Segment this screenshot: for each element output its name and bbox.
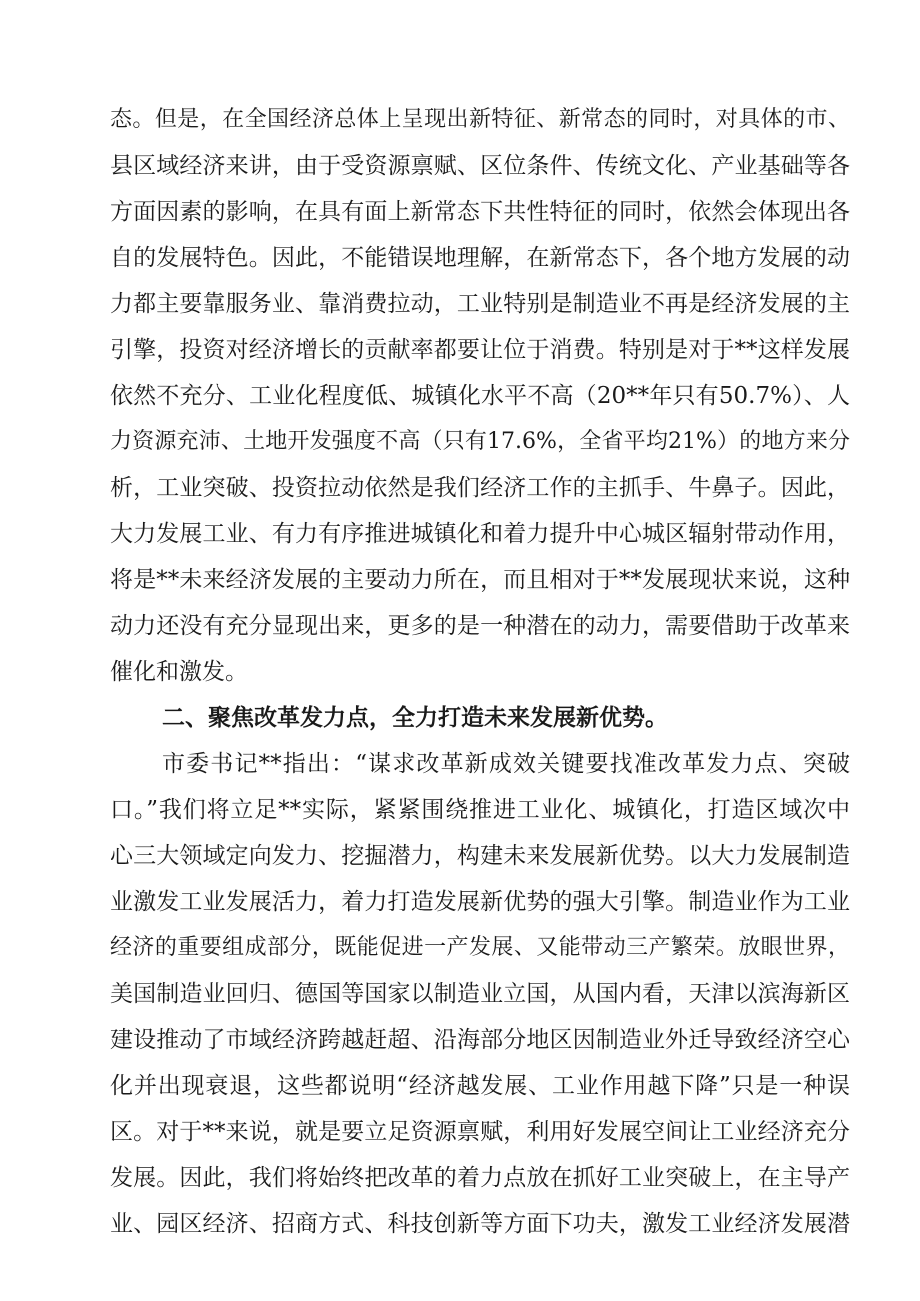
paragraph-2-line: 业、园区经济、招商方式、科技创新等方面下功夫，激发工业经济发展潜: [110, 1211, 850, 1237]
paragraph-1-line: 动力还没有充分显现出来，更多的是一种潜在的动力，需要借助于改革来: [110, 613, 850, 639]
paragraph-1-line: 县区域经济来讲，由于受资源禀赋、区位条件、传统文化、产业基础等各: [110, 153, 850, 179]
paragraph-2-line: 业激发工业发展活力，着力打造发展新优势的强大引擎。制造业作为工业: [110, 889, 850, 915]
paragraph-2-line: 发展。因此，我们将始终把改革的着力点放在抓好工业突破上，在主导产: [110, 1165, 850, 1191]
paragraph-1-line: 方面因素的影响，在具有面上新常态下共性特征的同时，依然会体现出各: [110, 199, 850, 225]
paragraph-2-line: 区。对于**来说，就是要立足资源禀赋，利用好发展空间让工业经济充分: [110, 1119, 850, 1145]
paragraph-1-line: 力都主要靠服务业、靠消费拉动，工业特别是制造业不再是经济发展的主: [110, 291, 850, 317]
paragraph-2-line: 建设推动了市域经济跨越赶超、沿海部分地区因制造业外迁导致经济空心: [110, 1027, 850, 1053]
paragraph-2-line: 心三大领域定向发力、挖掘潜力，构建未来发展新优势。以大力发展制造: [110, 843, 850, 869]
paragraph-1-line: 析，工业突破、投资拉动依然是我们经济工作的主抓手、牛鼻子。因此，: [110, 475, 850, 501]
paragraph-1-line: 力资源充沛、土地开发强度不高（只有17.6%，全省平均21%）的地方来分: [110, 429, 850, 454]
paragraph-1-line: 大力发展工业、有力有序推进城镇化和着力提升中心城区辐射带动作用，: [110, 521, 850, 547]
paragraph-1-line: 自的发展特色。因此，不能错误地理解，在新常态下，各个地方发展的动: [110, 245, 850, 271]
paragraph-1-line: 态。但是，在全国经济总体上呈现出新特征、新常态的同时，对具体的市、: [110, 107, 850, 132]
paragraph-1-line: 依然不充分、工业化程度低、城镇化水平不高（20**年只有50.7%）、人: [110, 383, 850, 409]
paragraph-1-line: 催化和激发。: [110, 659, 248, 685]
paragraph-2-line: 市委书记**指出：“谋求改革新成效关键要找准改革发力点、突破: [162, 751, 850, 777]
paragraph-2-line: 口。”我们将立足**实际，紧紧围绕推进工业化、城镇化，打造区域次中: [110, 797, 850, 823]
paragraph-2-line: 经济的重要组成部分，既能促进一产发展、又能带动三产繁荣。放眼世界，: [110, 935, 850, 960]
paragraph-1-line: 将是**未来经济发展的主要动力所在，而且相对于**发展现状来说，这种: [110, 567, 850, 593]
paragraph-2-line: 化并出现衰退，这些都说明“经济越发展、工业作用越下降”只是一种误: [110, 1073, 850, 1099]
paragraph-2-line: 美国制造业回归、德国等国家以制造业立国，从国内看，天津以滨海新区: [110, 981, 850, 1007]
section-heading: 二、聚焦改革发力点，全力打造未来发展新优势。: [162, 705, 668, 731]
paragraph-1-line: 引擎，投资对经济增长的贡献率都要让位于消费。特别是对于**这样发展: [110, 337, 850, 363]
